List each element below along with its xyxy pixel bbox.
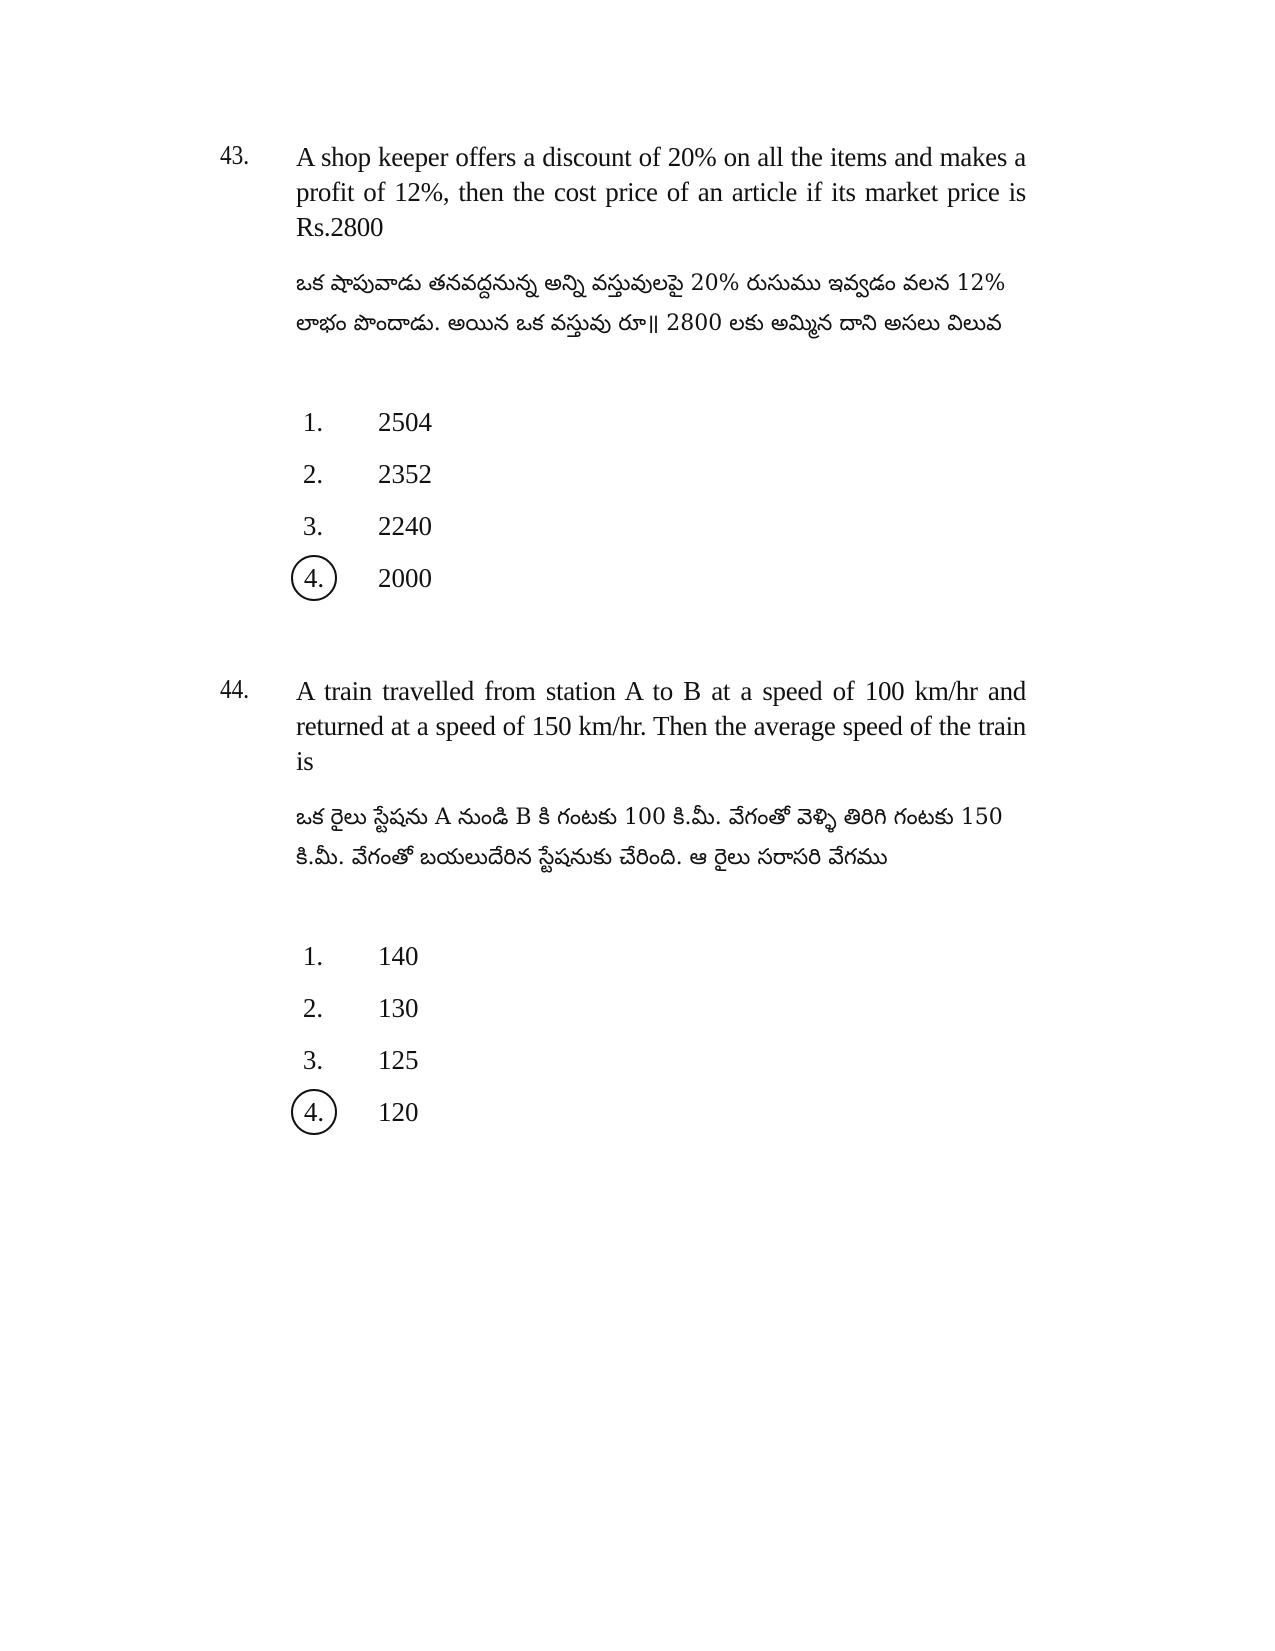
option-number: 1. [302, 407, 324, 437]
option-number: 2. [302, 993, 324, 1023]
option-value: 2240 [378, 511, 432, 541]
option-value: 130 [378, 993, 419, 1023]
option-number: 3. [302, 511, 324, 541]
option-number: 2. [302, 459, 324, 489]
question-text-english: A train travelled from station A to B at a speed of 100 km/hr and returned at a speed of 150 km/hr. Then the average speed of the train is [296, 676, 1026, 776]
option-value: 125 [378, 1045, 419, 1075]
question-text-telugu: ఒక రైలు స్టేషను A నుండి B కి గంటకు 100 కి.మీ. వేగంతో వెళ్ళి తిరిగి గంటకు 150 కి.మీ. వేగంతో బయలుదేరిన స్టేషనుకు చేరింది. ఆ రైలు సరాసరి వేగము [296, 805, 1003, 870]
option-value: 120 [378, 1097, 419, 1127]
circled-answer-marker: 4. [291, 555, 337, 601]
option-value: 140 [378, 941, 419, 971]
option-value: 2504 [378, 407, 432, 437]
question-text-english: A shop keeper offers a discount of 20% on all the items and makes a profit of 12%, then the cost price of an article if its market price is Rs.2800 [296, 142, 1026, 242]
circled-answer-marker: 4. [291, 1089, 337, 1135]
question-number: 44. [220, 674, 250, 704]
option-number: 3. [302, 1045, 324, 1075]
option-value: 2352 [378, 459, 432, 489]
option-value: 2000 [378, 563, 432, 593]
question-number: 43. [220, 140, 250, 170]
option-number: 1. [302, 941, 324, 971]
question-text-telugu: ఒక షాపువాడు తనవద్దనున్న అన్ని వస్తువులపై 20% రుసుము ఇవ్వడం వలన 12% లాభం పొందాడు. అయిన ఒక వస్తువు రూ॥ 2800 లకు అమ్మిన దాని అసలు విలువ [296, 271, 1006, 336]
